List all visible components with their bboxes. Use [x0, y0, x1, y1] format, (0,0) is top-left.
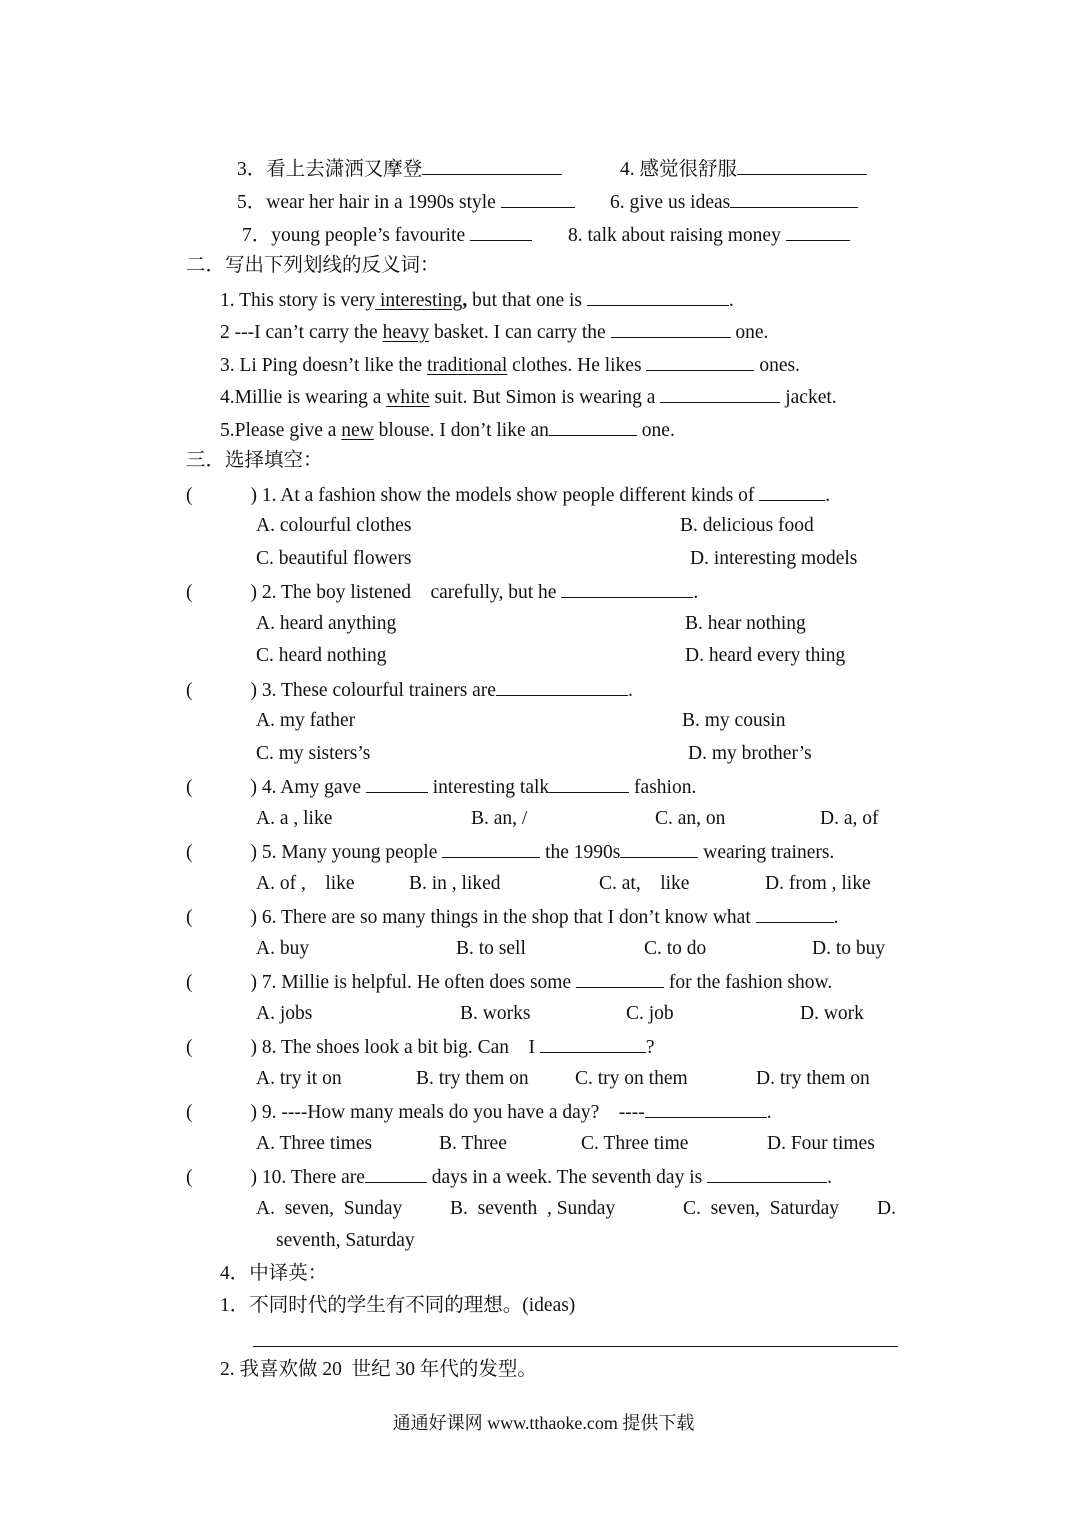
choice-q6-option-a: A. buy: [256, 938, 310, 959]
choice-q10-option-a: A. seven, Sunday: [256, 1198, 403, 1219]
antonym-q4: 4.Millie is wearing a white suit. But Simon is wearing a jacket.: [220, 384, 837, 410]
antonym-q3: 3. Li Ping doesn’t like the traditional clothes. He likes ones.: [220, 352, 800, 378]
antonym-q2: 2 ---I can’t carry the heavy basket. I can carry the one.: [220, 319, 768, 345]
phrase-item-6: 6. give us ideas: [610, 189, 858, 215]
translation-q2: 2. 我喜欢做 20 世纪 30 年代的发型。: [220, 1359, 537, 1380]
choice-q6: ( ) 6. There are so many things in the shop that I don’t know what .: [186, 904, 839, 930]
choice-q1-option-a: A. colourful clothes: [256, 515, 412, 536]
choice-q2-option-b: B. hear nothing: [685, 613, 806, 634]
phrase-item-5: 5．wear her hair in a 1990s style: [237, 189, 575, 215]
choice-q1-option-c: C. beautiful flowers: [256, 548, 412, 569]
answer-line: [253, 1346, 898, 1347]
translation-q1: 1．不同时代的学生有不同的理想。(ideas): [220, 1295, 576, 1316]
choice-q2-option-c: C. heard nothing: [256, 645, 387, 666]
choice-q6-option-b: B. to sell: [456, 938, 526, 959]
choice-q8-option-d: D. try them on: [756, 1068, 870, 1089]
choice-q4-option-a: A. a , like: [256, 808, 333, 829]
choice-q5-option-a: A. of , like: [256, 873, 355, 894]
choice-q7: ( ) 7. Millie is helpful. He often does some for the fashion show.: [186, 969, 832, 995]
phrase-item-8: 8. talk about raising money: [568, 222, 850, 248]
choice-q7-option-d: D. work: [800, 1003, 864, 1024]
section-2-heading: 二．写出下列划线的反义词：: [186, 255, 440, 276]
choice-q4-option-c: C. an, on: [655, 808, 726, 829]
choice-q6-option-d: D. to buy: [812, 938, 886, 959]
choice-q4: ( ) 4. Amy gave interesting talk fashion.: [186, 774, 696, 800]
answer-paren: (: [186, 485, 193, 506]
choice-q8-option-b: B. try them on: [416, 1068, 529, 1089]
choice-q9-option-d: D. Four times: [767, 1133, 875, 1154]
choice-q7-option-b: B. works: [460, 1003, 531, 1024]
choice-q5-option-d: D. from , like: [765, 873, 871, 894]
choice-q8: ( ) 8. The shoes look a bit big. Can I ?: [186, 1034, 655, 1060]
choice-q9: ( ) 9. ----How many meals do you have a day? ---- .: [186, 1099, 772, 1125]
choice-q3-option-a: A. my father: [256, 710, 356, 731]
choice-q10: ( ) 10. There are days in a week. The seventh day is .: [186, 1164, 832, 1190]
footer-credit: 通通好课网 www.tthaoke.com 提供下载: [392, 1413, 695, 1433]
choice-q8-option-a: A. try it on: [256, 1068, 342, 1089]
phrase-item-4: 4. 感觉很舒服: [620, 156, 867, 182]
choice-q10-option-c: C. seven, Saturday: [683, 1198, 839, 1219]
phrase-item-3: 3．看上去潇洒又摩登: [237, 156, 562, 182]
choice-q7-option-a: A. jobs: [256, 1003, 313, 1024]
choice-q3-option-b: B. my cousin: [682, 710, 786, 731]
choice-q3-option-c: C. my sisters’s: [256, 743, 371, 764]
choice-q5-option-c: C. at, like: [599, 873, 690, 894]
choice-q1-option-d: D. interesting models: [690, 548, 858, 569]
choice-q2-option-a: A. heard anything: [256, 613, 397, 634]
choice-q1-option-b: B. delicious food: [680, 515, 814, 536]
choice-q10-option-d: D.: [877, 1198, 896, 1219]
choice-q8-option-c: C. try on them: [575, 1068, 688, 1089]
phrase-item-7: 7．young people’s favourite: [242, 222, 532, 248]
choice-q9-option-b: B. Three: [439, 1133, 507, 1154]
choice-q2: ( ) 2. The boy listened carefully, but he .: [186, 579, 698, 605]
choice-q1: ( ) 1. At a fashion show the models show people different kinds of .: [186, 482, 830, 508]
choice-q3: ( ) 3. These colourful trainers are .: [186, 677, 633, 703]
choice-q3-option-d: D. my brother’s: [688, 743, 812, 764]
choice-q4-option-b: B. an, /: [471, 808, 528, 829]
choice-q2-option-d: D. heard every thing: [685, 645, 846, 666]
choice-q9-option-c: C. Three time: [581, 1133, 689, 1154]
choice-q5: ( ) 5. Many young people the 1990s wearing trainers.: [186, 839, 834, 865]
choice-q10-option-b: B. seventh , Sunday: [450, 1198, 616, 1219]
antonym-q1: 1. This story is very interesting, but that one is .: [220, 287, 734, 313]
antonym-q5: 5.Please give a new blouse. I don’t like an one.: [220, 417, 675, 443]
choice-q6-option-c: C. to do: [644, 938, 707, 959]
section-4-heading: 4．中译英：: [220, 1263, 328, 1284]
section-3-heading: 三．选择填空：: [186, 450, 323, 471]
choice-q7-option-c: C. job: [626, 1003, 674, 1024]
choice-q4-option-d: D. a, of: [820, 808, 879, 829]
choice-q9-option-a: A. Three times: [256, 1133, 373, 1154]
choice-q5-option-b: B. in , liked: [409, 873, 501, 894]
choice-q10-option-d-text: seventh, Saturday: [276, 1230, 415, 1251]
